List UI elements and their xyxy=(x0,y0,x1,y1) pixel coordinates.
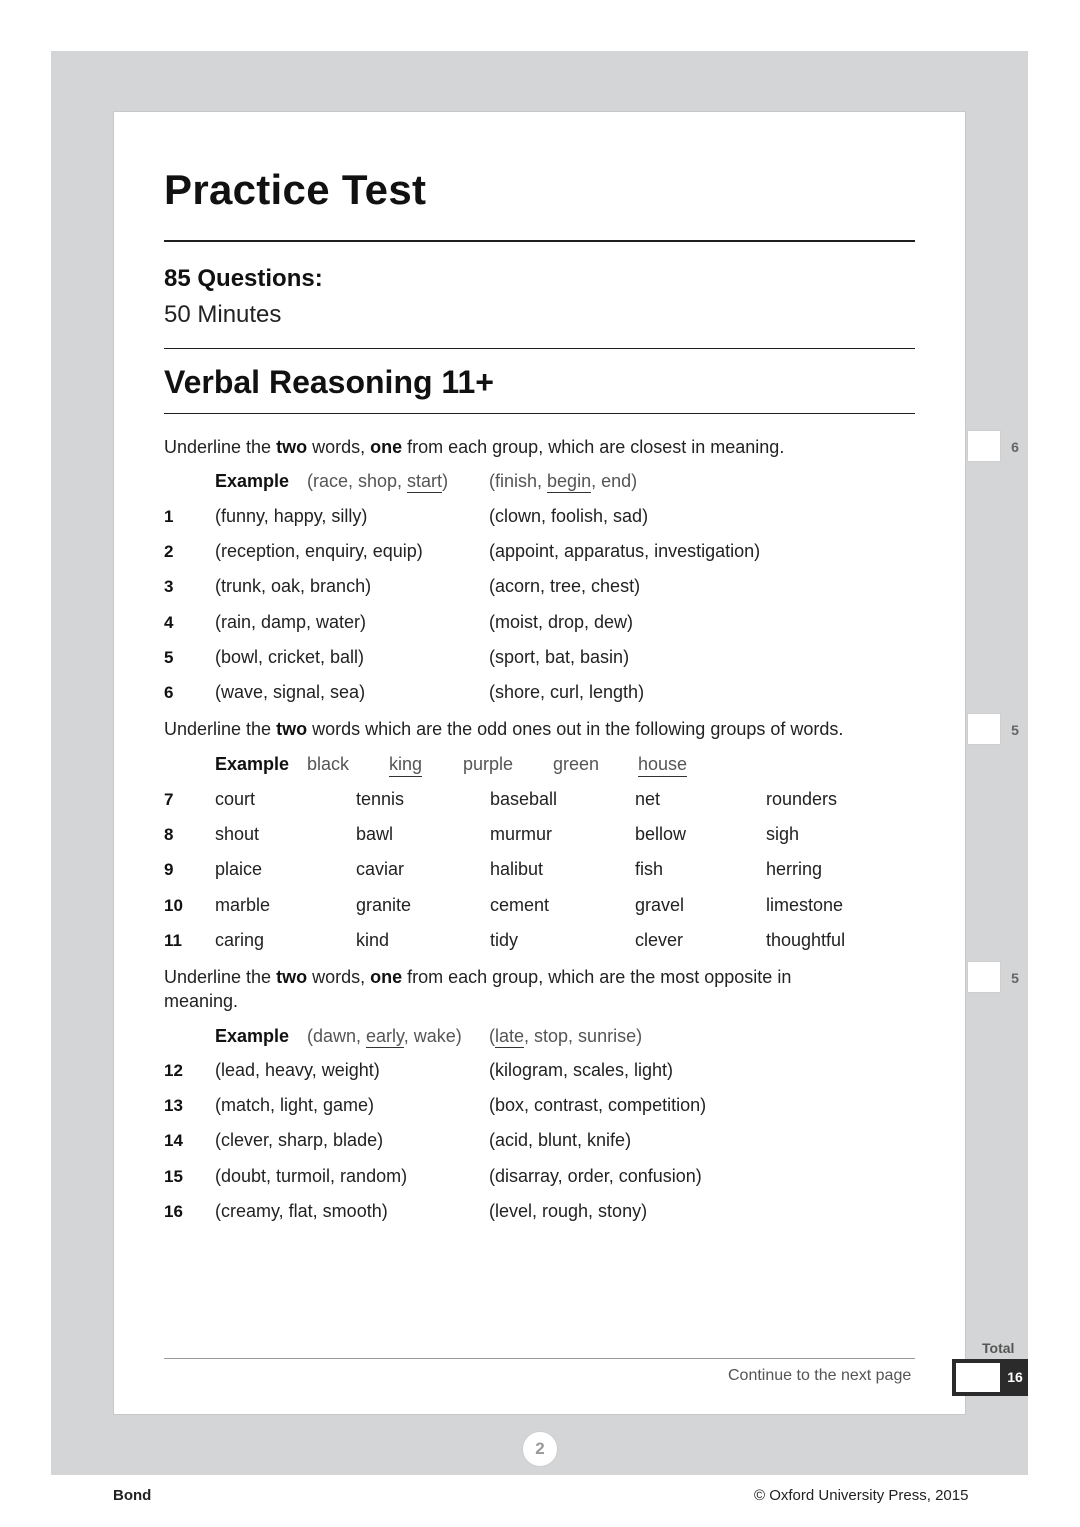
word-option[interactable]: net xyxy=(635,789,661,809)
question-number: 4 xyxy=(164,613,174,632)
word-option[interactable]: herring xyxy=(766,859,823,879)
word-group-a[interactable]: (rain, damp, water) xyxy=(215,612,367,632)
question-number: 12 xyxy=(164,1061,183,1080)
question-number: 1 xyxy=(164,507,174,526)
section2-score: 5 xyxy=(1011,722,1019,738)
question-number: 3 xyxy=(164,577,174,596)
section1-score: 6 xyxy=(1011,439,1019,455)
word-group-b[interactable]: (shore, curl, length) xyxy=(489,682,645,702)
example-word-underlined: king xyxy=(389,754,422,777)
word-group-b[interactable]: (sport, bat, basin) xyxy=(489,647,630,667)
subject-divider xyxy=(164,413,915,414)
question-number: 11 xyxy=(164,931,182,950)
total-score-max: 16 xyxy=(1007,1369,1023,1385)
section1-instruction: Underline the two words, one from each group, which are closest in meaning. xyxy=(164,437,785,457)
word-option[interactable]: bawl xyxy=(356,824,394,844)
word-group-a[interactable]: (clever, sharp, blade) xyxy=(215,1130,384,1150)
word-group-a[interactable]: (match, light, game) xyxy=(215,1095,375,1115)
word-group-b[interactable]: (acid, blunt, knife) xyxy=(489,1130,632,1150)
word-group-a[interactable]: (creamy, flat, smooth) xyxy=(215,1201,388,1221)
question-number: 2 xyxy=(164,542,174,561)
word-option[interactable]: tennis xyxy=(356,789,405,809)
word-group-b[interactable]: (appoint, apparatus, investigation) xyxy=(489,541,761,561)
question-number: 16 xyxy=(164,1202,183,1221)
footer-divider xyxy=(164,1358,915,1359)
word-group-a[interactable]: (bowl, cricket, ball) xyxy=(215,647,365,667)
word-group-a[interactable]: (doubt, turmoil, random) xyxy=(215,1166,408,1186)
question-number: 8 xyxy=(164,825,174,844)
word-group-a[interactable]: (wave, signal, sea) xyxy=(215,682,366,702)
word-group-b[interactable]: (acorn, tree, chest) xyxy=(489,576,641,596)
question-number: 15 xyxy=(164,1167,183,1186)
section2-example-label: Example xyxy=(215,754,290,774)
section3-example-group-a: (dawn, early, wake) xyxy=(307,1026,462,1046)
word-group-b[interactable]: (level, rough, stony) xyxy=(489,1201,648,1221)
copyright-notice: © Oxford University Press, 2015 xyxy=(754,1487,969,1504)
example-word: purple xyxy=(463,754,514,774)
word-group-b[interactable]: (kilogram, scales, light) xyxy=(489,1060,674,1080)
total-score-box[interactable] xyxy=(956,1363,1000,1392)
section3-score-box[interactable] xyxy=(967,961,1001,993)
question-number: 7 xyxy=(164,790,174,809)
word-option[interactable]: cement xyxy=(490,895,550,915)
word-option[interactable]: thoughtful xyxy=(766,930,846,950)
question-number: 13 xyxy=(164,1096,183,1115)
word-group-a[interactable]: (lead, heavy, weight) xyxy=(215,1060,380,1080)
word-group-a[interactable]: (trunk, oak, branch) xyxy=(215,576,372,596)
word-option[interactable]: murmur xyxy=(490,824,552,844)
subject-title: Verbal Reasoning 11+ xyxy=(164,364,494,400)
example-word: green xyxy=(553,754,600,774)
word-option[interactable]: shout xyxy=(215,824,260,844)
section3-example-group-b: (late, stop, sunrise) xyxy=(489,1026,643,1046)
word-option[interactable]: plaice xyxy=(215,859,263,879)
question-number: 5 xyxy=(164,648,174,667)
word-option[interactable]: marble xyxy=(215,895,271,915)
word-option[interactable]: baseball xyxy=(490,789,558,809)
header-divider xyxy=(164,348,915,349)
word-option[interactable]: fish xyxy=(635,859,664,879)
question-number: 14 xyxy=(164,1131,183,1150)
section3-score: 5 xyxy=(1011,970,1019,986)
word-group-b[interactable]: (clown, foolish, sad) xyxy=(489,506,649,526)
question-count: 85 Questions: xyxy=(164,265,323,292)
brand-name: Bond xyxy=(113,1487,152,1504)
word-group-a[interactable]: (funny, happy, silly) xyxy=(215,506,368,526)
section1-example-label: Example xyxy=(215,471,290,491)
page-number: 2 xyxy=(522,1431,558,1467)
word-option[interactable]: sigh xyxy=(766,824,800,844)
example-word: black xyxy=(307,754,350,774)
word-option[interactable]: bellow xyxy=(635,824,687,844)
title-divider xyxy=(164,240,915,242)
word-option[interactable]: court xyxy=(215,789,256,809)
word-option[interactable]: halibut xyxy=(490,859,544,879)
section2-instruction: Underline the two words which are the odd ones out in the following groups of words. xyxy=(164,719,844,739)
word-group-b[interactable]: (disarray, order, confusion) xyxy=(489,1166,702,1186)
section3-example-label: Example xyxy=(215,1026,290,1046)
section1-score-box[interactable] xyxy=(967,430,1001,462)
total-label: Total xyxy=(982,1340,1015,1356)
word-option[interactable]: rounders xyxy=(766,789,838,809)
page-title: Practice Test xyxy=(164,166,427,213)
continue-note: Continue to the next page xyxy=(728,1367,912,1384)
word-option[interactable]: gravel xyxy=(635,895,685,915)
word-option[interactable]: tidy xyxy=(490,930,519,950)
example-word-underlined: house xyxy=(638,754,687,777)
question-number: 6 xyxy=(164,683,174,702)
section1-example-group-a: (race, shop, start) xyxy=(307,471,449,491)
word-option[interactable]: kind xyxy=(356,930,390,950)
word-option[interactable]: caviar xyxy=(356,859,405,879)
word-group-b[interactable]: (moist, drop, dew) xyxy=(489,612,634,632)
section3-instruction: Underline the two words, one from each group, which are the most opposite in meaning. xyxy=(164,967,792,1011)
word-option[interactable]: caring xyxy=(215,930,265,950)
word-option[interactable]: clever xyxy=(635,930,684,950)
question-number: 9 xyxy=(164,860,174,879)
word-group-b[interactable]: (box, contrast, competition) xyxy=(489,1095,707,1115)
section2-score-box[interactable] xyxy=(967,713,1001,745)
section1-example-group-b: (finish, begin, end) xyxy=(489,471,638,491)
word-option[interactable]: granite xyxy=(356,895,412,915)
word-option[interactable]: limestone xyxy=(766,895,844,915)
question-number: 10 xyxy=(164,896,183,915)
test-duration: 50 Minutes xyxy=(164,301,282,328)
word-group-a[interactable]: (reception, enquiry, equip) xyxy=(215,541,423,561)
